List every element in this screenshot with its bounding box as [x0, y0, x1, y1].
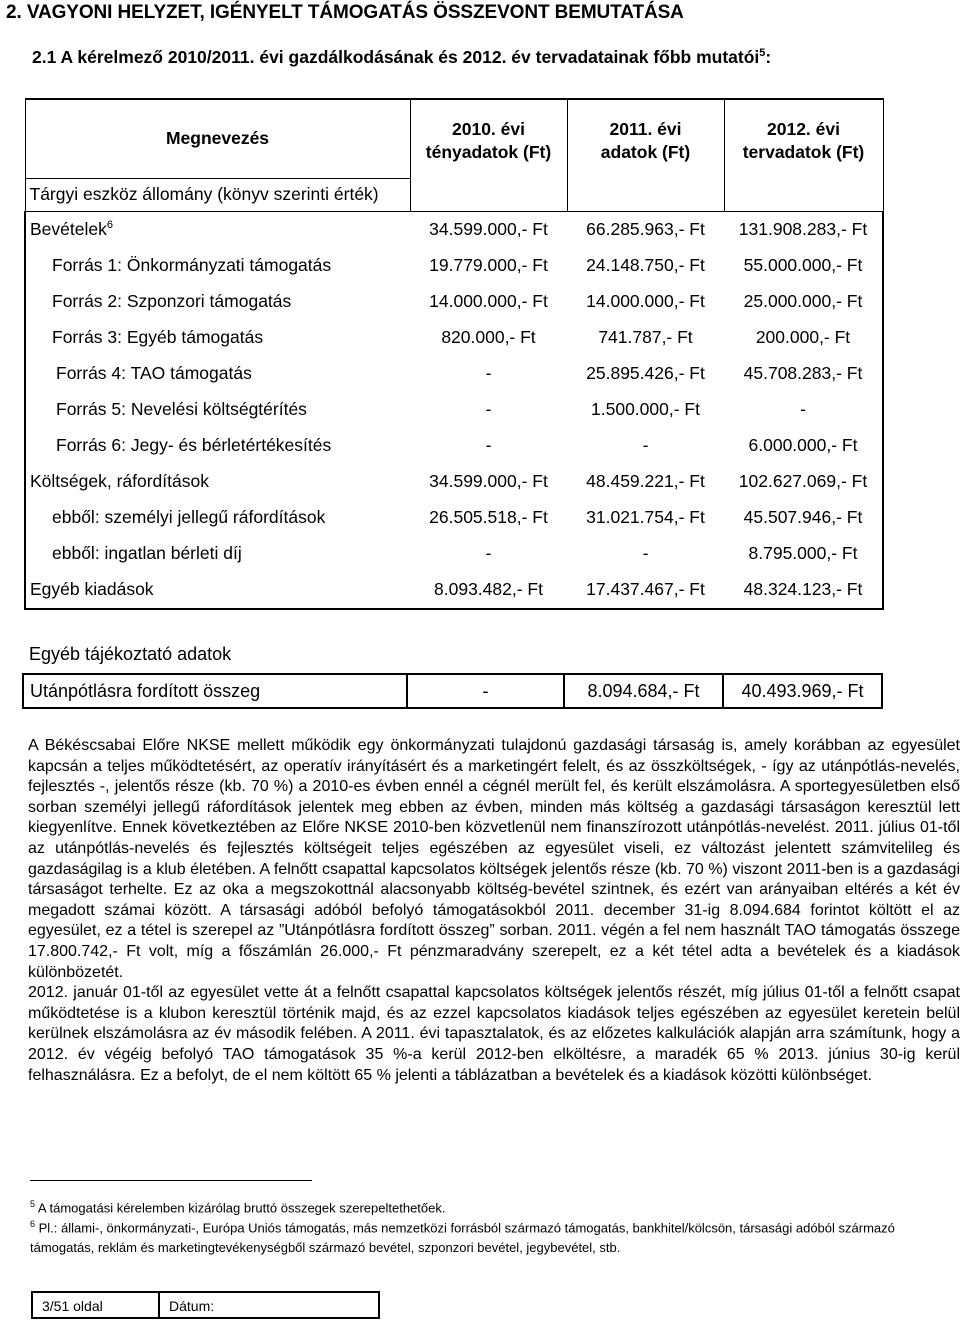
- cell-2010: 26.505.518,- Ft: [429, 507, 548, 527]
- table-row: [25, 356, 883, 392]
- subsection-heading: 2.1 A kérelmező 2010/2011. évi gazdálkodásának és 2012. év tervadatainak főbb mutatói$^5$:: [32, 47, 772, 67]
- row-label: Egyéb kiadások: [25, 572, 410, 609]
- cell-2011: 1.500.000,- Ft: [591, 399, 700, 419]
- cell-2012: 45.708.283,- Ft: [724, 356, 883, 392]
- cell-2011: -: [642, 435, 649, 455]
- paragraph: A Békéscsabai Előre NKSE mellett működik egy önkormányzati tulajdonú gazdasági társaság is, amely korábban az egyesület kapcsán a teljes működtetésért, az operatív irányításért és a marketingért felelt, és az összköltségek, - így az utánpótlás-nevelés, fejlesztés -, jelentős része (kb. 70 %) a 2010-es évben ennél a cégnél merült fel, és került elszámolásra. A sportegyesületben első sorban személyi jellegű ráfordítások jelentek meg ebben az évben, minden más költség a gazdasági társaságon keresztül lett kiegyenlítve. Ennek következtében az Előre NKSE 2010-ben közvetlenül nem finanszírozott utánpótlás-nevelést. 2011. július 01-től az utánpótlás-nevelés és fejlesztés költségeit teljes egészében az egyesület viseli, ez változást jelentett számvitelileg és gazdaságilag is a klub életében. A felnőtt csapattal kapcsolatos költségek jelentős része (kb. 70 %) viszont 2011-ben is a gazdasági társaságot terhelte. Ez az oka a megszokottnál alacsonyabb költség-bevétel szintnek, és ezért van arányaiban eltérés a két év megadott számai között. A társasági adóból befolyó támogatásokból 2011. december 31-ig 8.094.684 forintot költött el az egyesület, ez a tétel is szerepel az ”Utánpótlásra fordított összeg” sorban. 2011. végén a fel nem használt TAO támogatás összege 17.800.742,- Ft volt, míg a főszámlán 26.000,- Ft pénzmaradvány szerepelt, ez a két tétel adta a bevételek és a kiadások különbözetét.: [28, 737, 960, 981]
- cell-2010: 34.599.000,- Ft: [429, 471, 548, 491]
- row-label: Forrás 5: Nevelési költségtérítés: [25, 392, 410, 428]
- row-label: Költségek, ráfordítások: [25, 464, 410, 500]
- row-label: Forrás 4: TAO támogatás: [25, 356, 410, 392]
- cell-2010: 14.000.000,- Ft: [429, 291, 548, 311]
- cell-2011: 17.437.467,- Ft: [567, 572, 724, 609]
- other-data-table: [22, 673, 883, 709]
- financial-table: [24, 98, 884, 610]
- page-footer-box: [31, 1291, 380, 1319]
- cell-2012: 48.324.123,- Ft: [724, 572, 883, 609]
- cell-2010: -: [485, 435, 492, 455]
- subsection-title: 2.1 A kérelmező 2010/2011. évi gazdálkodásának és 2012. év tervadatainak főbb mutatói: [32, 47, 760, 67]
- header-2012: 2012. évi tervadatok (Ft): [724, 99, 883, 211]
- cell-2011: 24.148.750,- Ft: [586, 255, 705, 275]
- cell-2012: 25.000.000,- Ft: [724, 284, 883, 320]
- section-heading: 2. VAGYONI HELYZET, IGÉNYELT TÁMOGATÁS ÖSSZEVONT BEMUTATÁSA: [6, 2, 684, 23]
- header-2011: 2011. évi adatok (Ft): [567, 99, 724, 211]
- table-row: [25, 248, 883, 284]
- cell-2012: 40.493.969,- Ft: [723, 674, 882, 708]
- cell-2012: 131.908.283,- Ft: [724, 211, 883, 248]
- row-label: Forrás 6: Jegy- és bérletértékesítés: [25, 428, 410, 464]
- cell-2010: 19.779.000,- Ft: [429, 255, 548, 275]
- cell-2011: -: [642, 543, 649, 563]
- footnote-ref: 5: [759, 47, 766, 60]
- cell-2012: 55.000.000,- Ft: [724, 248, 883, 284]
- row-label: Forrás 2: Szponzori támogatás: [25, 284, 410, 320]
- table-row: [25, 284, 883, 320]
- cell-2010: -: [485, 399, 492, 419]
- table-row: [25, 500, 883, 536]
- body-text: [28, 736, 960, 1086]
- row-label: ebből: ingatlan bérleti díj: [25, 536, 410, 572]
- table-row: [23, 674, 882, 708]
- table-row: [25, 320, 883, 356]
- cell-2010: -: [485, 363, 492, 383]
- cell-2012: 6.000.000,- Ft: [724, 428, 883, 464]
- cell-2011: 31.021.754,- Ft: [586, 507, 705, 527]
- table-row: [25, 428, 883, 464]
- cell-2012: 200.000,- Ft: [724, 320, 883, 356]
- other-data-title: Egyéb tájékoztató adatok: [29, 644, 232, 664]
- divider: [158, 1293, 160, 1317]
- table-row: [25, 392, 883, 428]
- table-row: [25, 464, 883, 500]
- table-row: [25, 572, 883, 609]
- paragraph: 2012. január 01-től az egyesület vette át a felnőtt csapattal kapcsolatos költségek jelentős részét, míg július 01-től a felnőtt csapat működtetése is a klubon keresztül történik majd, és az ezzel kapcsolatos kiadások teljes egészében az egyesület keretein belül kerülnek elszámolásra az év második felében. A 2011. évi tapasztalatok, és az előzetes kalkulációk alapján arra számítunk, hogy a 2012. év végéig befolyó TAO támogatások 35 %-a kerül 2012-ben elköltésre, a maradék 65 % 2013. június 30-ig kerül felhasználásra. Ez a befolyt, de el nem költött 65 % jelenti a táblázatban a bevételek és a kiadások közötti különbséget.: [28, 984, 960, 1084]
- cell-2012: 8.795.000,- Ft: [724, 536, 883, 572]
- row-label: Utánpótlásra fordított összeg: [23, 674, 407, 708]
- row-label: ebből: személyi jellegű ráfordítások: [25, 500, 410, 536]
- cell-2010: 820.000,- Ft: [441, 327, 536, 347]
- footnote-ref: 6: [106, 219, 113, 232]
- cell-2012: -: [724, 392, 883, 428]
- page-number: 3/51 oldal: [42, 1298, 103, 1314]
- cell-2011: 66.285.963,- Ft: [586, 219, 705, 239]
- footnote-divider: [30, 1180, 312, 1181]
- date-label: Dátum:: [169, 1298, 215, 1314]
- cell-2010: 8.093.482,- Ft: [410, 572, 567, 609]
- cell-2011: 25.895.426,- Ft: [586, 363, 705, 383]
- cell-2011: 741.787,- Ft: [598, 327, 693, 347]
- cell-2010: 34.599.000,- Ft: [429, 219, 548, 239]
- cell-2011: 8.094.684,- Ft: [564, 674, 723, 708]
- cell-2010: -: [485, 543, 492, 563]
- footnote-5: $^5$ A támogatási kérelemben kizárólag bruttó összegek szerepeltethetőek.: [30, 1199, 446, 1216]
- cell-2010: -: [407, 674, 564, 708]
- header-name: Megnevezés: [25, 99, 410, 178]
- row-label: Forrás 3: Egyéb támogatás: [25, 320, 410, 356]
- table-row: [25, 211, 883, 248]
- cell-2011: 48.459.221,- Ft: [586, 471, 705, 491]
- header-asset-row: Tárgyi eszköz állomány (könyv szerinti érték): [25, 178, 410, 211]
- footnote-6: $^6$ Pl.: állami-, önkormányzati-, Európa Uniós támogatás, más nemzetközi forrásból származó támogatás, bankhitel/kölcsön, társasági adóból származó támogatás, reklám és marketingtevékenységből származó bevétel, szponzori bevétel, jegybevétel, stb.: [30, 1219, 895, 1256]
- row-label: Bevételek$^6$: [25, 211, 410, 248]
- table-row: [25, 536, 883, 572]
- header-2010: 2010. évi tényadatok (Ft): [410, 99, 567, 211]
- cell-2012: 102.627.069,- Ft: [724, 464, 883, 500]
- row-label: Forrás 1: Önkormányzati támogatás: [25, 248, 410, 284]
- cell-2011: 14.000.000,- Ft: [586, 291, 705, 311]
- cell-2012: 45.507.946,- Ft: [724, 500, 883, 536]
